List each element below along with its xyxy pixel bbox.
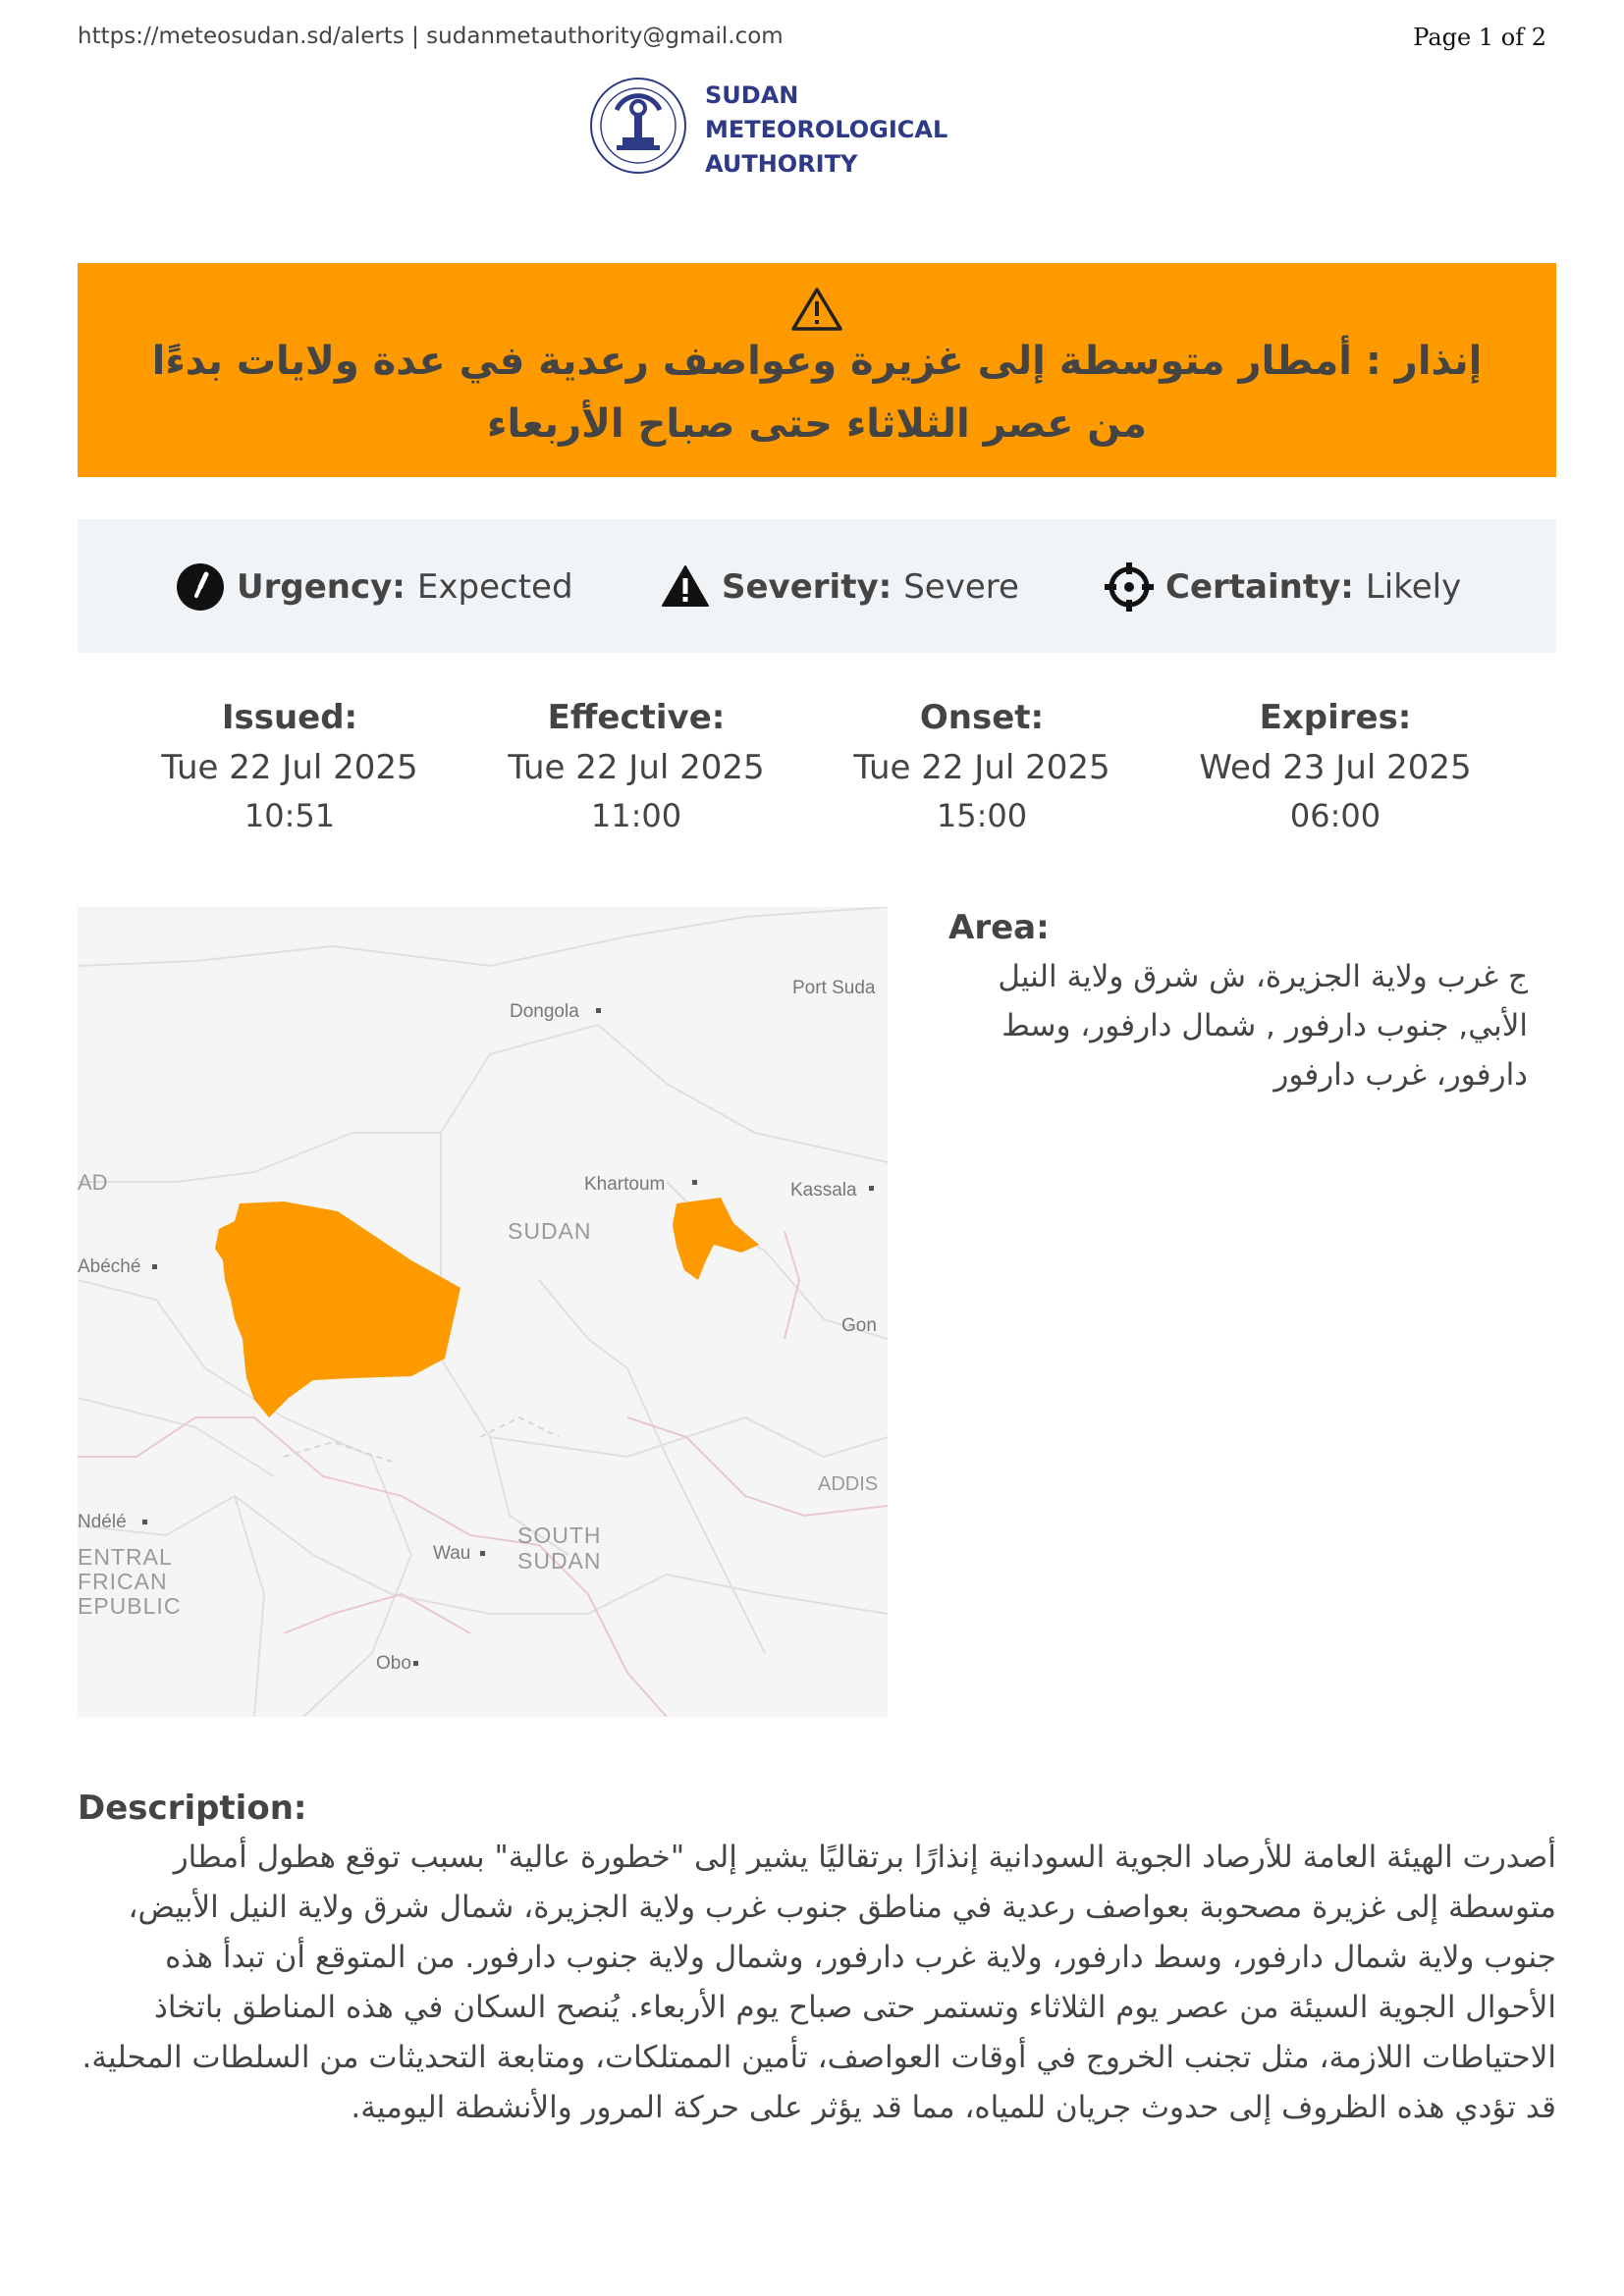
alert-dates <box>78 692 1556 839</box>
map-label-car-1: ENTRAL <box>78 1544 173 1570</box>
effective-label: Effective: <box>547 698 726 737</box>
expires-time: 06:00 <box>1289 797 1381 834</box>
issued-date <box>133 692 447 839</box>
clock-icon <box>176 562 225 612</box>
onset-label: Onset: <box>919 698 1045 737</box>
certainty-item <box>1105 562 1461 612</box>
alert-meta-bar <box>78 519 1556 653</box>
map-label-south-sudan-2: SUDAN <box>517 1548 602 1574</box>
area-label: Area: <box>948 908 1050 947</box>
urgency-label: Urgency: <box>237 567 406 607</box>
darfur-alert-area <box>215 1201 460 1417</box>
page-header <box>78 24 1546 53</box>
map-label-car-2: FRICAN <box>78 1569 168 1594</box>
alert-banner <box>78 263 1556 477</box>
warning-triangle-icon <box>661 562 710 612</box>
logo-text <box>705 79 947 182</box>
certainty-value: Likely <box>1365 567 1462 607</box>
logo-line-1: SUDAN <box>705 81 799 109</box>
ndele-dot <box>142 1520 147 1524</box>
map-label-wau: Wau <box>433 1543 471 1564</box>
expires-date <box>1178 692 1492 839</box>
onset-time: 15:00 <box>936 797 1028 834</box>
kassala-dot <box>869 1186 874 1191</box>
severity-item <box>661 562 1019 612</box>
map-label-gondar: Gon <box>841 1315 877 1336</box>
onset-day: Tue 22 Jul 2025 <box>853 748 1110 787</box>
map-label-ndele: Ndélé <box>78 1512 127 1532</box>
issued-time: 10:51 <box>244 797 336 834</box>
urgency-item <box>176 562 573 612</box>
area-section <box>948 903 1538 1099</box>
map-label-obo: Obo <box>376 1653 411 1674</box>
dongola-dot <box>596 1008 601 1013</box>
crosshair-icon <box>1105 562 1154 612</box>
logo-line-3: AUTHORITY <box>705 150 858 178</box>
map-label-khartoum: Khartoum <box>584 1174 666 1195</box>
gezira-alert-area <box>673 1198 759 1280</box>
issued-label: Issued: <box>221 698 358 737</box>
expires-label: Expires: <box>1259 698 1412 737</box>
logo-line-2: METEOROLOGICAL <box>705 116 948 143</box>
obo-dot <box>413 1661 418 1666</box>
expires-day: Wed 23 Jul 2025 <box>1199 748 1472 787</box>
certainty-label: Certainty: <box>1165 567 1354 607</box>
effective-date <box>479 692 793 839</box>
wau-dot <box>480 1551 485 1556</box>
warning-triangle-icon <box>790 287 843 332</box>
map-label-south-sudan-1: SOUTH <box>517 1522 602 1548</box>
map-label-sudan: SUDAN <box>508 1218 592 1244</box>
khartoum-dot <box>692 1180 697 1185</box>
description-section <box>78 1784 1556 2133</box>
urgency-value: Expected <box>416 567 573 607</box>
severity-value: Severe <box>903 567 1019 607</box>
meteorological-seal-icon <box>587 75 689 177</box>
effective-time: 11:00 <box>590 797 682 834</box>
map-label-kassala: Kassala <box>790 1180 857 1201</box>
map-label-abeche: Abéché <box>78 1256 141 1277</box>
sma-logo <box>587 75 948 183</box>
alert-area-map <box>78 907 888 1717</box>
issued-day: Tue 22 Jul 2025 <box>161 748 418 787</box>
map-label-car-3: EPUBLIC <box>78 1593 182 1619</box>
header-url-email: https://meteosudan.sd/alerts | sudanmetauthority@gmail.com <box>78 24 784 49</box>
map-label-port-sudan: Port Suda <box>792 978 876 998</box>
map-label-dongola: Dongola <box>510 1001 579 1022</box>
alert-title: إنذار : أمطار متوسطة إلى غزيرة وعواصف رعدية في عدة ولايات بدءًا من عصر الثلاثاء حتى صباح الأربعاء <box>151 339 1483 447</box>
abeche-dot <box>152 1264 157 1269</box>
severity-label: Severity: <box>722 567 893 607</box>
map-svg <box>78 907 888 1717</box>
map-label-chad: AD <box>78 1170 108 1195</box>
description-text: أصدرت الهيئة العامة للأرصاد الجوية السودانية إنذارًا برتقاليًا يشير إلى "خطورة عالية" بسبب توقع هطول أمطار متوسطة إلى غزيرة مصحوبة بعواصف رعدية في مناطق جنوب غرب ولاية الجزيرة، شمال شرق ولاية النيل الأبيض، جنوب ولاية شمال دارفور، وسط دارفور، ولاية غرب دارفور، وشمال ولاية جنوب دارفور. من المتوقع أن تبدأ هذه الأحوال الجوية السيئة من عصر يوم الثلاثاء وتستمر حتى صباح يوم الأربعاء. يُنصح السكان في هذه المناطق باتخاذ الاحتياطات اللازمة، مثل تجنب الخروج في أوقات العواصف، تأمين الممتلكات، ومتابعة التحديثات من السلطات المحلية. قد تؤدي هذه الظروف إلى حدوث جريان للمياه، مما قد يؤثر على حركة المرور والأنشطة اليومية. <box>81 1840 1556 2125</box>
map-label-addis: ADDIS <box>818 1473 879 1495</box>
effective-day: Tue 22 Jul 2025 <box>508 748 765 787</box>
page-number: Page 1 of 2 <box>1413 24 1546 51</box>
description-label: Description: <box>78 1789 307 1828</box>
area-text: ج غرب ولاية الجزيرة، ش شرق ولاية النيل الأبي, جنوب دارفور , شمال دارفور، وسط دارفور، غرب دارفور <box>998 959 1528 1093</box>
onset-date <box>825 692 1139 839</box>
